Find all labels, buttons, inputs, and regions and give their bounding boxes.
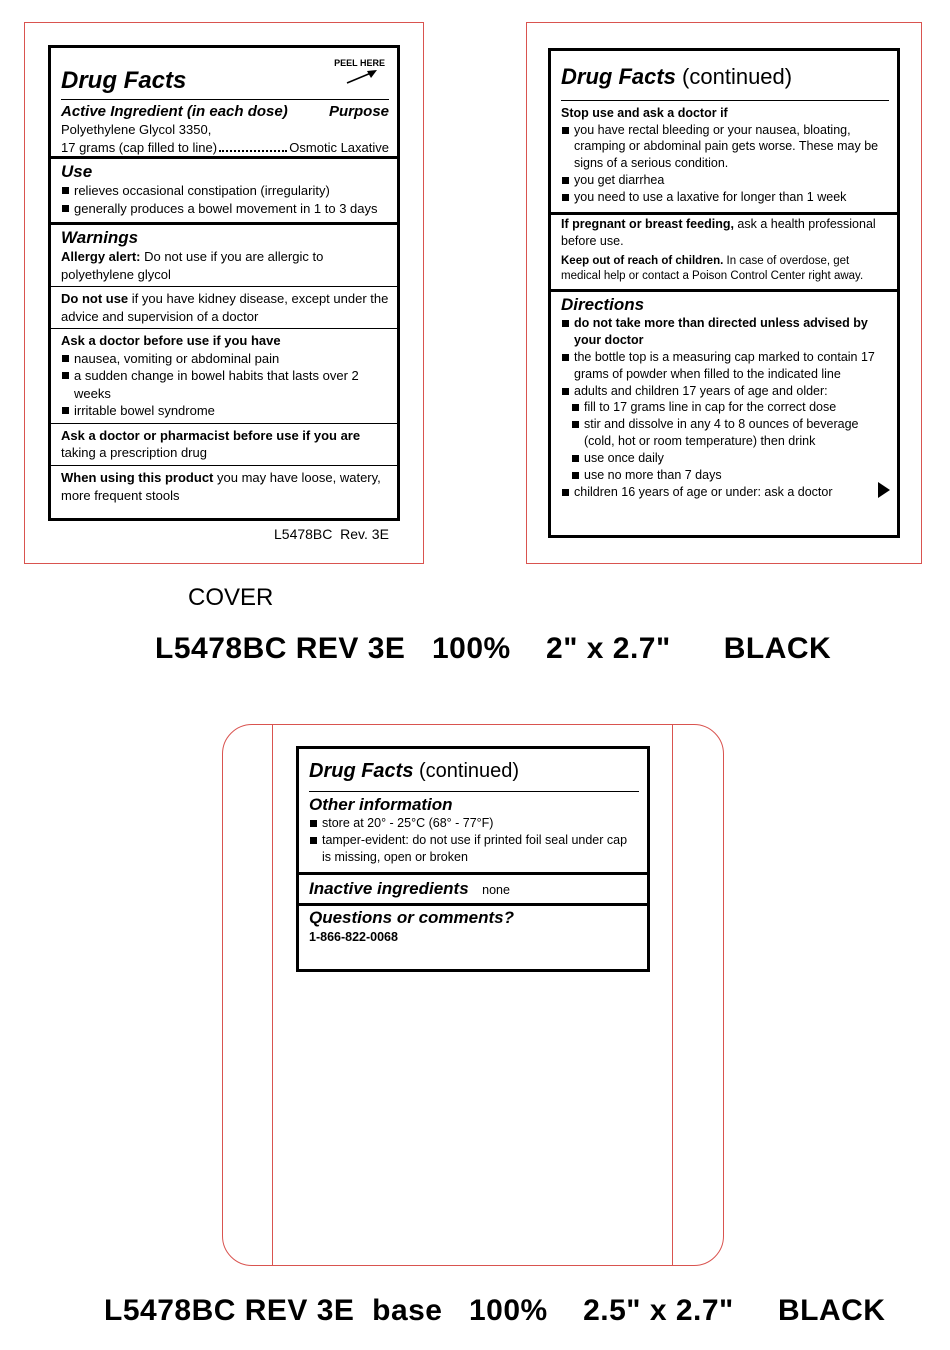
warnings-header: Warnings — [61, 227, 139, 247]
use-item: relieves occasional constipation (irregularity) — [61, 182, 389, 200]
purpose-header: Purpose — [328, 103, 389, 120]
pregnancy-warning — [561, 216, 889, 250]
base-fold-line-left — [272, 724, 273, 1266]
keep-text: In case of overdose, get medical help or contact a Poison Control Center right away. — [561, 254, 864, 283]
peel-here-label[interactable]: PEEL HERE — [334, 58, 385, 68]
warnings-section — [51, 225, 397, 508]
other-info-item: store at 20° - 25°C (68° - 77°F) — [309, 815, 639, 832]
do-not-use — [51, 287, 397, 329]
questions-header: Questions or comments? — [309, 908, 514, 928]
allergy-alert — [61, 248, 389, 283]
use-section — [51, 159, 397, 224]
keep-bold: Keep out of reach of children. — [561, 254, 724, 267]
preg-bold: If pregnant or breast feeding, — [561, 216, 734, 231]
when-bold: When using this product — [61, 469, 214, 485]
panel2-title-main: Drug Facts — [561, 64, 676, 89]
ask-pharmacist — [51, 424, 397, 466]
ask-doctor — [51, 329, 397, 424]
active-line1: Polyethylene Glycol 3350, — [61, 122, 212, 137]
other-info-header: Other information — [309, 795, 453, 814]
askpharm-bold: Ask a doctor or pharmacist before use if you are — [61, 427, 361, 443]
panel3-title-cont: (continued) — [413, 760, 520, 782]
title-section — [51, 48, 397, 159]
allergy-bold: Allergy alert: — [61, 248, 141, 264]
direction-subitem: fill to 17 grams line in cap for the correct dose — [571, 399, 889, 416]
preg-text: ask a health professional before use. — [561, 216, 876, 248]
keep-out-reach — [561, 254, 889, 285]
panel3-title — [309, 752, 639, 792]
drug-facts-box-3 — [296, 746, 650, 972]
pregnancy-section — [551, 212, 897, 292]
panel2-title-cont: (continued) — [675, 64, 793, 89]
purpose-value: Osmotic Laxative — [289, 139, 389, 155]
when-using — [51, 466, 397, 507]
askdoc-item: nausea, vomiting or abdominal pain — [61, 350, 389, 368]
other-info-item: tamper-evident: do not use if printed foil seal under cap is missing, open or broken — [309, 832, 639, 866]
cover-label: COVER — [188, 584, 274, 611]
askdoc-item: irritable bowel syndrome — [61, 402, 389, 420]
title-section — [551, 51, 897, 215]
stop-use-header: Stop use and ask a doctor if — [561, 105, 728, 120]
donot-text: if you have kidney disease, except under the advice and supervision of a doctor — [61, 291, 389, 324]
stop-item: you have rectal bleeding or your nausea, bloating, cramping or abdominal pain gets worse. These may be signs of a serious condition. — [561, 122, 889, 173]
direction-subitem: use once daily — [571, 450, 889, 467]
peel-arrow-icon — [345, 69, 379, 85]
stop-item: you need to use a laxative for longer than 1 week — [561, 189, 889, 206]
when-text: you may have loose, watery, more frequent stools — [61, 469, 381, 503]
direction-item: adults and children 17 years of age and older: — [561, 383, 889, 400]
title-section — [299, 749, 647, 875]
drug-facts-box-2 — [548, 48, 900, 538]
active-line2 — [61, 139, 389, 157]
directions-header: Directions — [561, 294, 645, 314]
panel3-title-main: Drug Facts — [309, 760, 414, 782]
questions-section — [299, 906, 647, 949]
drug-facts-box-1 — [48, 45, 400, 521]
direction-item: the bottle top is a measuring cap marked to contain 17 grams of powder when filled to the indicated line — [561, 349, 889, 383]
phone-number[interactable]: 1-866-822-0068 — [309, 929, 398, 944]
askdoc-bold: Ask a doctor before use if you have — [61, 333, 281, 349]
direction-item: children 16 years of age or under: ask a doctor — [561, 484, 889, 501]
panel1-title: Drug Facts — [61, 67, 187, 94]
direction-item: do not take more than directed unless advised by your doctor — [561, 315, 889, 349]
askpharm-text: taking a prescription drug — [61, 445, 207, 461]
stop-item: you get diarrhea — [561, 172, 889, 189]
donot-bold: Do not use — [61, 291, 129, 307]
continue-arrow-icon — [877, 481, 891, 499]
inactive-header: Inactive ingredients — [309, 879, 469, 899]
active-ingredient-header: Active Ingredient (in each dose) — [61, 103, 288, 120]
label-code: L5478BC Rev. 3E — [274, 526, 389, 542]
askdoc-item: a sudden change in bowel habits that lasts over 2 weeks — [61, 367, 389, 402]
active-dose: 17 grams (cap filled to line) — [61, 139, 218, 155]
use-header: Use — [61, 162, 93, 182]
inactive-section — [299, 875, 647, 906]
spec-line-2: L5478BC REV 3E base 100% 2.5" x 2.7" BLACK — [104, 1294, 886, 1327]
warnings-header-block — [51, 225, 397, 287]
spec-line-1: L5478BC REV 3E 100% 2" x 2.7" BLACK — [155, 632, 832, 665]
directions-section — [551, 292, 897, 505]
allergy-text: Do not use if you are allergic to polyethylene glycol — [61, 248, 324, 282]
direction-subitem: use no more than 7 days — [571, 467, 889, 484]
base-fold-line-right — [672, 724, 673, 1266]
direction-subitem: stir and dissolve in any 4 to 8 ounces of beverage (cold, hot or room temperature) then drink — [571, 416, 889, 450]
panel2-title — [561, 54, 889, 101]
inactive-text: none — [482, 883, 510, 898]
use-item: generally produces a bowel movement in 1 to 3 days — [61, 200, 389, 218]
